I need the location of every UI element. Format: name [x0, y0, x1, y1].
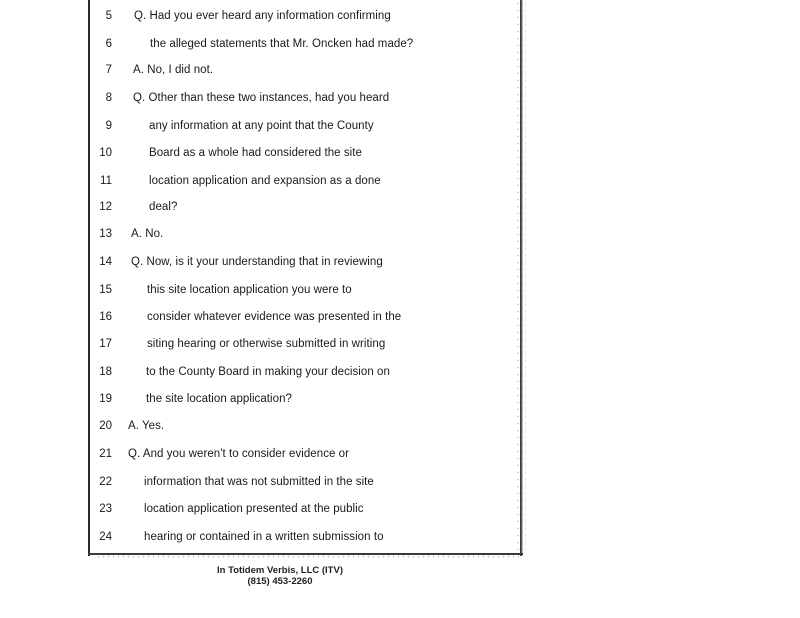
line-number: 12 — [99, 201, 112, 213]
transcript-line — [0, 34, 520, 54]
line-number: 9 — [105, 120, 112, 132]
line-text: location application and expansion as a done — [149, 175, 381, 187]
footer-company: In Totidem Verbis, LLC (ITV) — [217, 565, 343, 576]
line-text: this site location application you were to — [147, 284, 352, 296]
line-number: 7 — [105, 64, 112, 76]
line-number: 14 — [99, 256, 112, 268]
transcript-line — [0, 197, 520, 217]
line-number: 23 — [99, 503, 112, 515]
line-text: consider whatever evidence was presented in the — [147, 311, 402, 323]
line-number: 5 — [105, 10, 112, 22]
line-text: any information at any point that the County — [149, 120, 374, 132]
transcript-line — [0, 252, 520, 272]
line-number: 13 — [99, 228, 112, 240]
line-text: the alleged statements that Mr. Oncken had made? — [150, 38, 414, 50]
transcript-line — [0, 224, 520, 244]
line-number: 11 — [100, 175, 112, 187]
transcript-line — [0, 362, 520, 382]
transcript-line — [0, 472, 520, 492]
line-text: Q. Had you ever heard any information confirming — [134, 10, 391, 22]
transcript-line — [0, 171, 520, 191]
line-text: hearing or contained in a written submission to — [144, 531, 384, 543]
transcript-line — [0, 280, 520, 300]
line-text: information that was not submitted in the site — [144, 476, 374, 488]
line-number: 19 — [99, 393, 112, 405]
line-number: 20 — [99, 420, 112, 432]
line-text: Q. Other than these two instances, had you heard — [133, 92, 390, 104]
transcript-line — [0, 416, 520, 436]
line-text: location application presented at the public — [144, 503, 364, 515]
line-number: 8 — [105, 92, 112, 104]
line-text: the site location application? — [146, 393, 292, 405]
line-text: deal? — [149, 201, 178, 213]
line-number: 17 — [99, 338, 112, 350]
page-right-border — [520, 0, 523, 556]
line-text: A. No, I did not. — [133, 64, 214, 76]
transcript-line — [0, 6, 520, 26]
line-text: Q. Now, is it your understanding that in reviewing — [131, 256, 383, 268]
page-bottom-edge-noise — [96, 555, 521, 559]
transcript-line — [0, 143, 520, 163]
line-number: 16 — [99, 311, 112, 323]
line-number: 18 — [99, 366, 112, 378]
transcript-line — [0, 527, 520, 547]
line-text: to the County Board in making your decision on — [146, 366, 390, 378]
transcript-line — [0, 334, 520, 354]
line-number: 6 — [105, 38, 112, 50]
transcript-footer — [180, 565, 380, 587]
transcript-line — [0, 389, 520, 409]
line-text: Board as a whole had considered the site — [149, 147, 362, 159]
transcript-line — [0, 116, 520, 136]
line-number: 22 — [99, 476, 112, 488]
line-text: Q. And you weren't to consider evidence or — [128, 448, 350, 460]
line-number: 10 — [99, 147, 112, 159]
line-text: siting hearing or otherwise submitted in writing — [147, 338, 386, 350]
line-text: A. Yes. — [128, 420, 165, 432]
transcript-line — [0, 307, 520, 327]
line-number: 15 — [99, 284, 112, 296]
line-text: A. No. — [131, 228, 164, 240]
footer-phone: (815) 453-2260 — [247, 576, 313, 587]
transcript-line — [0, 499, 520, 519]
line-number: 24 — [99, 531, 112, 543]
transcript-line — [0, 60, 520, 80]
transcript-line — [0, 88, 520, 108]
line-number: 21 — [99, 448, 112, 460]
transcript-line — [0, 444, 520, 464]
